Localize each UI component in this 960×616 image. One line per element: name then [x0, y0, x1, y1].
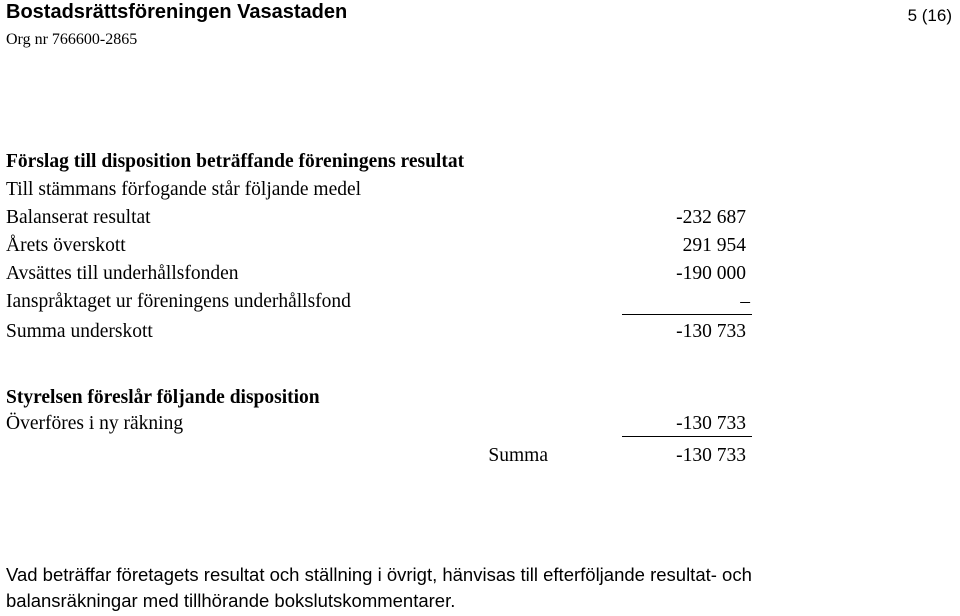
row-value-ianspraktaget-underhallsfond: – [740, 291, 750, 312]
row-label-overfores-ny-rakning: Överföres i ny räkning [6, 413, 184, 434]
footer-text-line-2: balansräkningar med tillhörande bokslutskommentarer. [6, 590, 456, 611]
organization-number: Org nr 766600-2865 [6, 31, 138, 48]
row-value-overfores-ny-rakning: -130 733 [676, 413, 746, 434]
proposal-heading: Förslag till disposition beträffande föreningens resultat [6, 151, 465, 172]
row-label-ianspraktaget-underhallsfond: Ianspråktaget ur föreningens underhållsfond [6, 291, 351, 312]
row-label-avsattes-underhallsfonden: Avsättes till underhållsfonden [6, 263, 239, 284]
row-value-balanserat-resultat: -232 687 [676, 207, 746, 228]
total-value-summa: -130 733 [676, 445, 746, 466]
row-value-summa-underskott: -130 733 [676, 321, 746, 342]
page-number: 5 (16) [907, 6, 952, 25]
sum-rule-proposal [622, 314, 752, 315]
organization-name: Bostadsrättsföreningen Vasastaden [6, 1, 348, 23]
row-label-arets-overskott: Årets överskott [6, 235, 126, 256]
total-label-summa: Summa [488, 445, 548, 466]
disposition-heading: Styrelsen föreslår följande disposition [6, 387, 320, 408]
footer-text-line-1: Vad beträffar företagets resultat och ställning i övrigt, hänvisas till efterföljande resultat- och [6, 564, 752, 585]
sum-rule-disposition [622, 436, 752, 437]
row-value-avsattes-underhallsfonden: -190 000 [676, 263, 746, 284]
row-value-arets-overskott: 291 954 [682, 235, 746, 256]
proposal-subheading: Till stämmans förfogande står följande medel [6, 179, 362, 200]
row-label-balanserat-resultat: Balanserat resultat [6, 207, 151, 228]
row-label-summa-underskott: Summa underskott [6, 321, 153, 342]
